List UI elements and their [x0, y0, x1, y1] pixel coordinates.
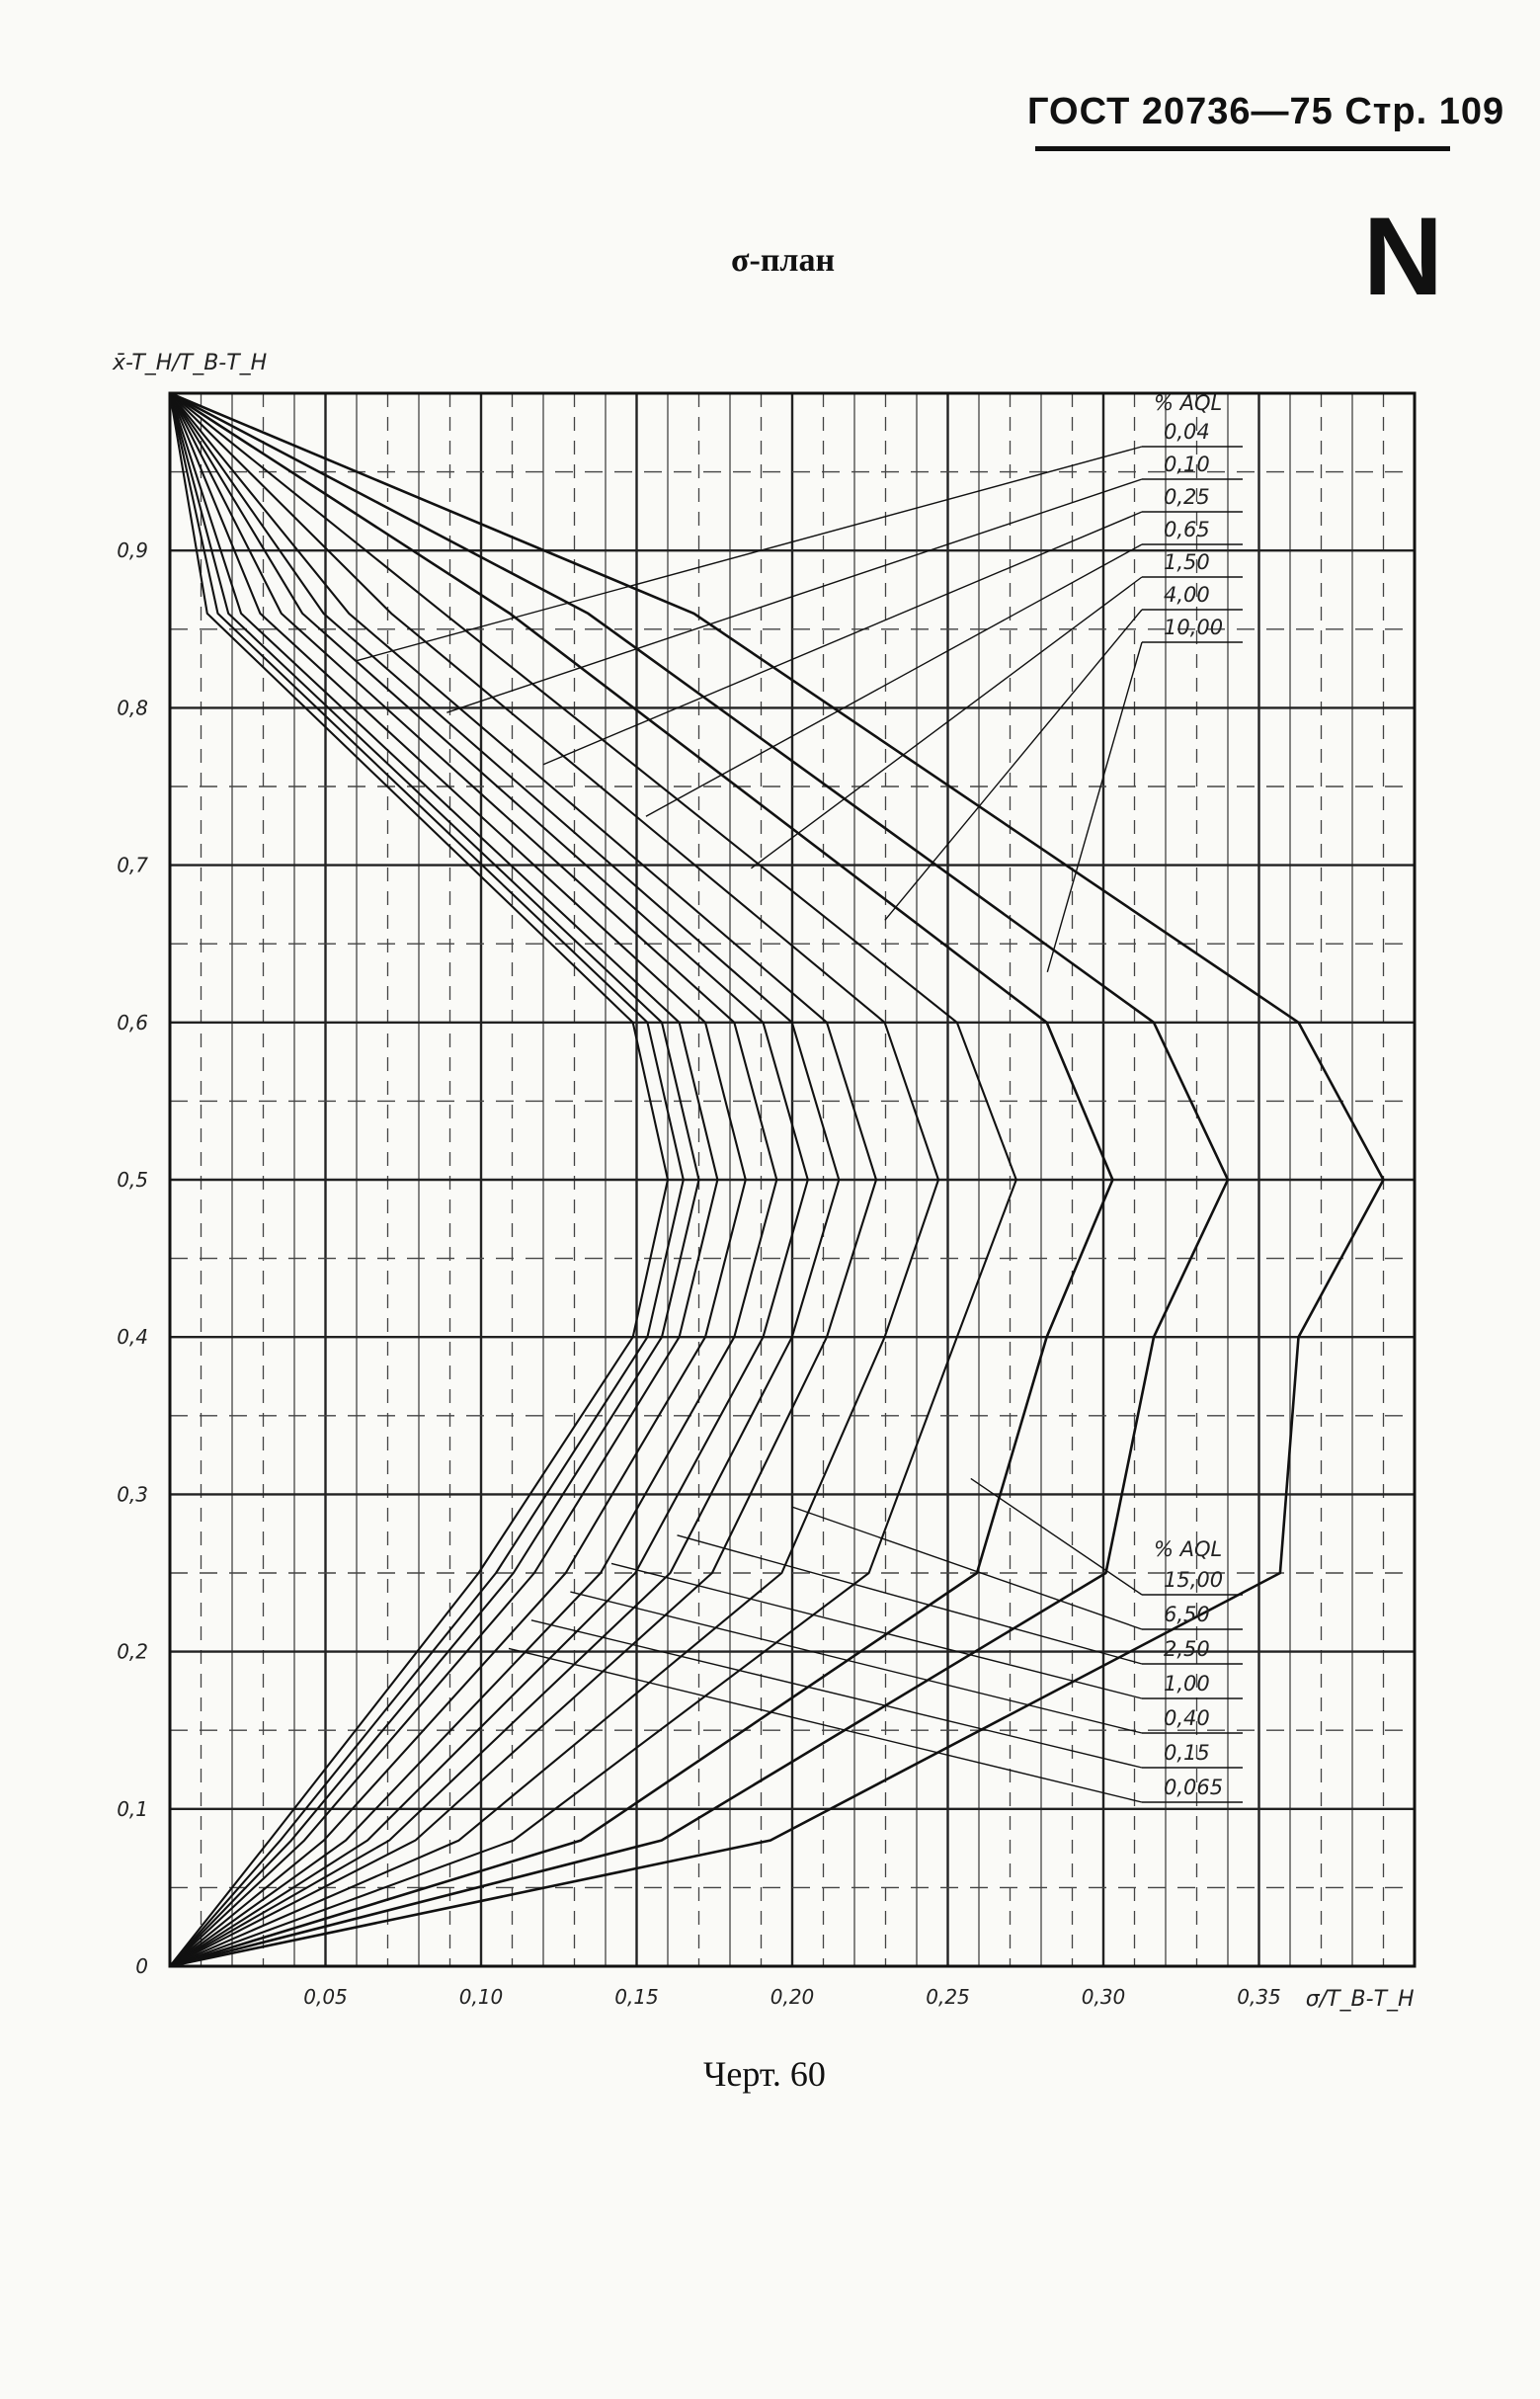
y-axis-label: x̄-T_Н/T_В-T_Н — [113, 351, 268, 375]
legend-entry: 0,40 — [1164, 1706, 1210, 1730]
y-tick-label: 0,2 — [117, 1639, 148, 1664]
y-tick-label: 0 — [135, 1954, 148, 1978]
legend-leader — [678, 1535, 1142, 1664]
chart-title: σ-план — [731, 242, 836, 279]
legend-entry: 2,50 — [1164, 1637, 1210, 1661]
legend-entry: 0,15 — [1164, 1741, 1210, 1765]
y-tick-label: 0,5 — [117, 1168, 148, 1192]
x-tick-label: 0,10 — [458, 1985, 504, 2009]
legend-leader — [446, 479, 1142, 712]
legend-leader — [646, 544, 1142, 816]
y-tick-label: 0,6 — [117, 1010, 148, 1034]
x-tick-label: 0,30 — [1081, 1985, 1126, 2009]
legend-entry: 15,00 — [1164, 1568, 1224, 1592]
figure-caption: Черт. 60 — [703, 2054, 826, 2094]
legend-entry: 6,50 — [1164, 1603, 1210, 1626]
x-tick-label: 0,15 — [614, 1985, 659, 2009]
page-header: ГОСТ 20736—75 Стр. 109 — [1027, 91, 1505, 132]
legend-leader — [751, 577, 1142, 869]
y-tick-label: 0,1 — [117, 1796, 148, 1821]
x-tick-label: 0,20 — [770, 1985, 815, 2009]
y-tick-label: 0,9 — [117, 538, 148, 563]
x-tick-label: 0,05 — [303, 1985, 348, 2009]
legend-leader — [611, 1563, 1142, 1698]
legend-entry: 0,65 — [1164, 518, 1210, 541]
x-tick-label: 0,25 — [926, 1985, 970, 2009]
y-tick-label: 0,7 — [117, 853, 148, 877]
x-tick-labels — [303, 1985, 1281, 2009]
y-tick-label: 0,8 — [117, 696, 148, 720]
legend-title: % AQL — [1154, 1537, 1223, 1561]
y-tick-label: 0,3 — [117, 1482, 148, 1507]
legend-entry: 0,10 — [1164, 453, 1210, 476]
legend-title: % AQL — [1154, 391, 1223, 415]
legend-entry: 1,00 — [1164, 1672, 1210, 1696]
legend-leader — [570, 1592, 1142, 1733]
legend-entry: 1,50 — [1164, 550, 1210, 574]
legend-entry: 10,00 — [1164, 616, 1224, 639]
legend-leader — [971, 1478, 1142, 1595]
y-tick-labels — [117, 538, 148, 1978]
legend-leader — [1047, 642, 1142, 972]
x-tick-label: 0,35 — [1237, 1985, 1281, 2009]
legend-leader — [792, 1507, 1142, 1629]
y-tick-label: 0,4 — [117, 1325, 148, 1350]
x-axis-label: σ/T_В-T_Н — [1305, 1987, 1415, 2012]
legend-entry: 0,25 — [1164, 485, 1210, 509]
legend-entry: 4,00 — [1164, 583, 1210, 607]
inspection-level-mark: N — [1363, 195, 1443, 318]
legend-entry: 0,065 — [1164, 1776, 1224, 1799]
legend-entry: 0,04 — [1164, 420, 1210, 444]
legend-leader — [509, 1648, 1142, 1802]
